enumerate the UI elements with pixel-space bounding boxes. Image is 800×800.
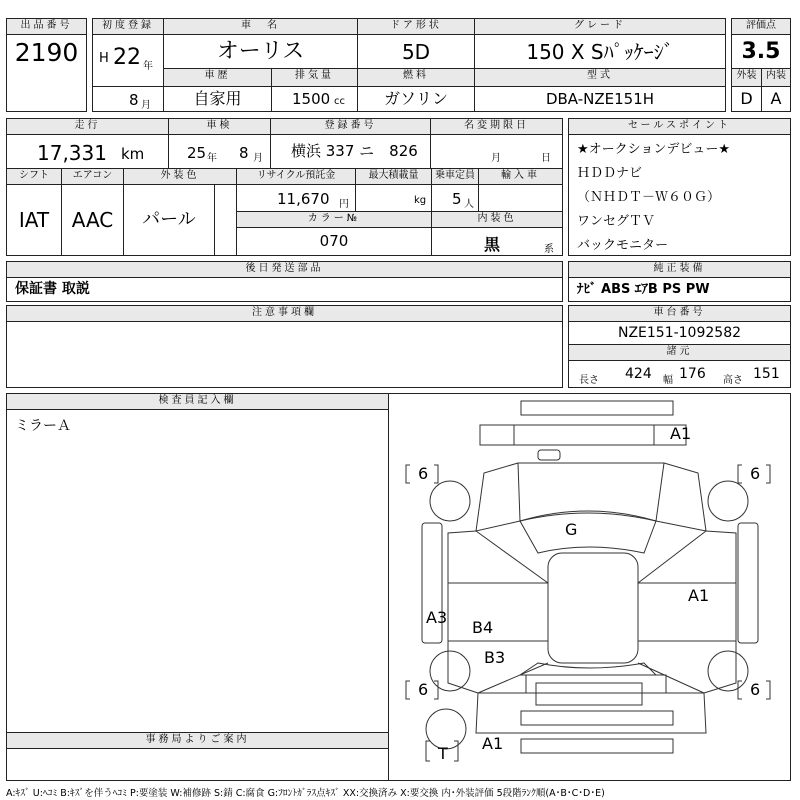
tire-fr-tread: 6 [750,464,761,483]
model-header: 型式 [474,68,726,87]
interior-grade: A [761,86,791,112]
shift-header: シフト [6,168,62,185]
mark-b4: B4 [472,618,494,637]
legend: A:ｷｽﾞ U:ﾍｺﾐ B:ｷｽﾞを伴うﾍｺﾐ P:要塗装 W:補修跡 S:錆 C:腐食 G:ﾌﾛﾝﾄｶﾞﾗｽ点ｷｽﾞ XX:交換済み X:要交換 内･外装評価 5段階ﾗﾝｸ順(A･B･C･D･E) [6,788,605,799]
length-value: 424 [625,366,652,382]
exterior-grade: D [731,86,762,112]
chassis-header: 車台番号 [568,305,791,322]
insp-month: 8 [239,144,249,162]
office-header: 事務局よりご案内 [6,732,389,749]
era: H [99,51,109,66]
car-name: オーリス [163,34,358,69]
right-body [704,531,736,693]
equipment: ﾅﾋﾞ ABS ｴｱB PS PW [568,277,791,302]
first-reg-month-value: 8 [129,91,139,109]
fuel: ガソリン [357,86,475,112]
name-change [430,134,563,169]
displacement-value: 1500 [292,90,331,108]
mark-a3: A3 [426,608,448,627]
wheel-fr [708,481,748,521]
kg-unit: kg [414,195,427,206]
score-header: 評価点 [731,18,791,35]
car-diagram [388,393,791,781]
grade-header: グレード [474,18,726,35]
reg-no: 横浜 337 ニ 826 [270,134,431,169]
inspection-header: 車検 [168,118,271,135]
recycle [236,184,356,212]
rear-panel [476,693,706,733]
model: DBA-NZE151H [474,86,726,112]
roof [548,553,638,663]
office-notes [6,748,389,781]
color-header: 外装色 [123,168,237,185]
mileage-header: 走行 [6,118,169,135]
sales-point-header: セールスポイント [568,118,791,135]
score: 3.5 [731,34,791,69]
shift: IAT [6,184,62,256]
front-emblem [538,450,560,460]
rear-plate [536,683,642,705]
tire-rr-tread: 6 [750,680,761,699]
rear-bumper [521,711,673,725]
recycle-value: 11,670 [277,190,330,208]
first-reg-month [92,86,164,112]
height-value: 151 [753,366,780,382]
name-change-header: 名変期限日 [430,118,563,135]
capacity [431,184,479,212]
first-reg-year [92,34,164,87]
spare-mark: T [438,744,448,763]
sales-point-item: ＨＤＤナビ [577,166,643,181]
nc-day-unit: 日 [541,153,551,164]
first-reg-year-value: 22 [113,45,141,70]
import-header: 輸入車 [478,168,563,185]
lot-no: 2190 [6,34,87,112]
color-no-header: カラー№ [236,211,432,228]
inspection [168,134,271,169]
displacement [271,86,358,112]
cc-unit: cc [334,96,345,107]
wheel-fl [430,481,470,521]
insp-year-unit: 年 [207,153,217,164]
later-parts: 保証書 取説 [6,277,563,302]
height-label: 高さ [723,375,743,386]
mark-b3: B3 [484,648,506,667]
mark-g: G [565,520,578,539]
capacity-value: 5 [452,190,462,208]
inspector-notes: ミラーＡ [6,409,389,733]
notes [6,321,563,388]
ac: AAC [61,184,124,256]
hood [518,463,664,521]
import [478,184,563,212]
maxload [355,184,432,212]
mark-a1-right: A1 [688,586,710,605]
chassis-no: NZE151-1092582 [568,321,791,345]
insp-year: 25 [187,144,207,162]
lot-no-header: 出品番号 [6,18,87,35]
rear-window [520,663,656,675]
tire-fl-tread: 6 [418,464,429,483]
int-color [431,227,563,256]
int-color-unit: 系 [544,244,554,255]
recycle-header: リサイクル預託金 [236,168,356,185]
left-body [448,531,478,693]
int-color-value: 黒 [484,235,501,254]
color: パール [123,184,215,256]
dims-header: 諸元 [568,344,791,361]
front-bumper [521,401,673,415]
spare-tire [426,709,466,749]
sales-point-item: ワンセグＴＶ [577,214,656,229]
reg-no-header: 登録番号 [270,118,431,135]
trunk [526,675,666,693]
color-no: 070 [236,227,432,256]
nc-month-unit: 月 [491,153,501,164]
mark-a1-bottom: A1 [482,734,504,753]
interior-header: 内装 [761,68,791,87]
equipment-header: 純正装備 [568,261,791,278]
width-label: 幅 [663,375,673,386]
sales-point-item: バックモニター [577,238,669,253]
inspector-header: 検査員記入欄 [6,393,389,410]
history: 自家用 [163,86,272,112]
insp-month-unit: 月 [253,153,263,164]
mileage-value: 17,331 [37,141,107,165]
length-label: 長さ [579,375,599,386]
doors: 5D [357,34,475,69]
width-value: 176 [679,366,706,382]
person-unit: 人 [464,199,474,210]
capacity-header: 乗車定員 [431,168,479,185]
km-unit: km [121,145,145,163]
ac-header: エアコン [61,168,124,185]
front-grille [480,425,686,445]
first-reg-header: 初度登録 [92,18,164,35]
sales-point-list [568,134,791,256]
dims [568,360,791,388]
color-sub [214,184,237,256]
maxload-header: 最大積載量 [355,168,432,185]
grade: 150 X Sﾊﾟｯｹｰｼﾞ [474,34,726,69]
right-skirt [738,523,758,643]
later-parts-header: 後日発送部品 [6,261,563,278]
sales-point-item: （ＮＨＤＴ－Ｗ６０Ｇ） [577,190,721,205]
doors-header: ドア形状 [357,18,475,35]
car-name-header: 車 名 [163,18,358,35]
yen-unit: 円 [339,199,349,210]
fuel-header: 燃料 [357,68,475,87]
year-unit: 年 [143,61,153,72]
displacement-header: 排気量 [271,68,358,87]
month-unit: 月 [141,100,151,111]
notes-header: 注意事項欄 [6,305,563,322]
exterior-header: 外装 [731,68,762,87]
wheel-rl [430,651,470,691]
tire-rl-tread: 6 [418,680,429,699]
mark-a1-top: A1 [670,424,692,443]
mileage [6,134,169,169]
sales-point-item: ★オークションデビュー★ [577,142,731,157]
int-color-header: 内装色 [431,211,563,228]
history-header: 車歴 [163,68,272,87]
